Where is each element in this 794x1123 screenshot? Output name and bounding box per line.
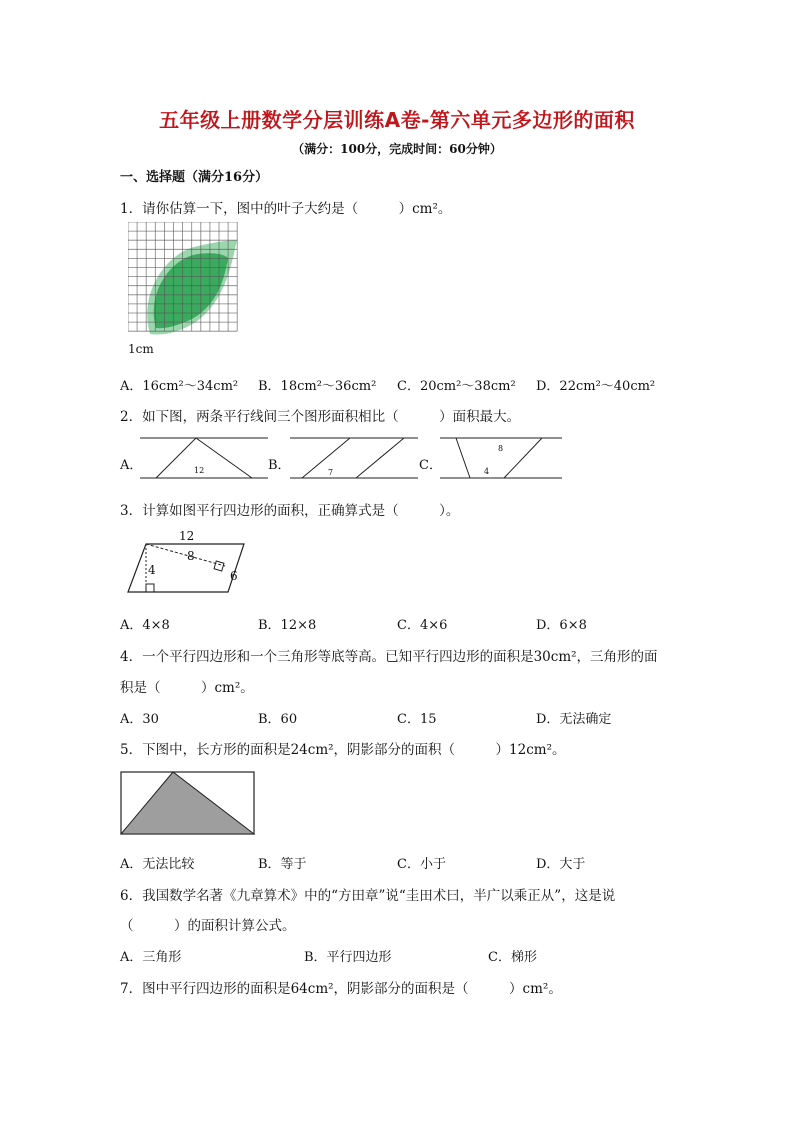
q2-option-c: C．	[419, 458, 442, 473]
q3-option-b: B．12×8	[258, 618, 317, 633]
leaf-inner-shape	[154, 253, 228, 328]
q3-parallelogram-figure	[124, 528, 254, 596]
question-5-stem: 5．下图中，长方形的面积是24cm²，阴影部分的面积（ ）12cm²。	[120, 742, 566, 758]
page-title: 五年级上册数学分层训练A卷-第六单元多边形的面积	[159, 108, 635, 132]
q2-option-a: A．	[120, 458, 143, 473]
q2a-base-label: 12	[194, 466, 205, 475]
q5-rectangle-figure	[120, 770, 256, 836]
question-3-stem: 3．计算如图平行四边形的面积，正确算式是（ ）。	[120, 503, 460, 519]
q1-option-c: C．20cm²～38cm²	[397, 379, 516, 394]
q3-label-diag: 8	[187, 549, 195, 563]
question-1-stem: 1．请你估算一下，图中的叶子大约是（ ）cm²。	[120, 201, 452, 217]
q3-label-top: 12	[179, 529, 195, 543]
q2c-top-label: 8	[498, 444, 504, 453]
q2-option-b: B．	[268, 458, 291, 473]
section-heading: 一、选择题（满分16分）	[120, 170, 269, 185]
q3-option-c: C．4×6	[397, 618, 448, 633]
q4-option-d: D．无法确定	[536, 712, 612, 727]
question-4-stem-line-1: 4．一个平行四边形和一个三角形等底等高。已知平行四边形的面积是30cm²，三角形的面	[120, 649, 658, 665]
q1-option-a: A．16cm²～34cm²	[120, 379, 239, 394]
q5-option-d: D．大于	[536, 857, 586, 872]
q5-option-b: B．等于	[258, 857, 307, 872]
q1-option-b: B．18cm²～36cm²	[258, 379, 377, 394]
page-subtitle: （满分：100分，完成时间：60分钟）	[292, 142, 502, 156]
q2c-bottom-label: 4	[484, 467, 490, 476]
question-6-stem-line-1: 6．我国数学名著《九章算术》中的“方田章”说“圭田术曰，半广以乘正从”，这是说	[120, 888, 616, 904]
q4-option-a: A．30	[120, 712, 159, 727]
question-7-stem: 7．图中平行四边形的面积是64cm²，阴影部分的面积是（ ）cm²。	[120, 981, 562, 997]
q6-option-b: B．平行四边形	[304, 950, 392, 965]
grid-scale-label: 1cm	[128, 342, 154, 356]
q5-option-a: A．无法比较	[120, 857, 195, 872]
q1-option-d: D．22cm²～40cm²	[536, 379, 656, 394]
question-4-stem-line-2: 积是（ ）cm²。	[120, 680, 254, 696]
leaf-grid-figure	[128, 222, 248, 362]
grid-lines	[128, 222, 237, 331]
q6-option-c: C．梯形	[488, 950, 537, 965]
question-6-stem-line-2: （ ）的面积计算公式。	[120, 918, 296, 934]
q6-option-a: A．三角形	[120, 950, 182, 965]
q2-trapezoid-figure	[438, 430, 564, 482]
q5-option-c: C．小于	[397, 857, 446, 872]
q4-option-b: B．60	[258, 712, 298, 727]
q3-option-d: D．6×8	[536, 618, 587, 633]
q4-option-c: C．15	[397, 712, 437, 727]
q3-label-height: 4	[148, 563, 156, 577]
q3-label-side: 6	[230, 569, 238, 583]
q2b-base-label: 7	[328, 468, 334, 477]
question-2-stem: 2．如下图，两条平行线间三个图形面积相比（ ）面积最大。	[120, 409, 521, 425]
q2-triangle-figure	[138, 430, 270, 482]
q3-option-a: A．4×8	[120, 618, 170, 633]
q2-parallelogram-figure	[286, 430, 420, 482]
